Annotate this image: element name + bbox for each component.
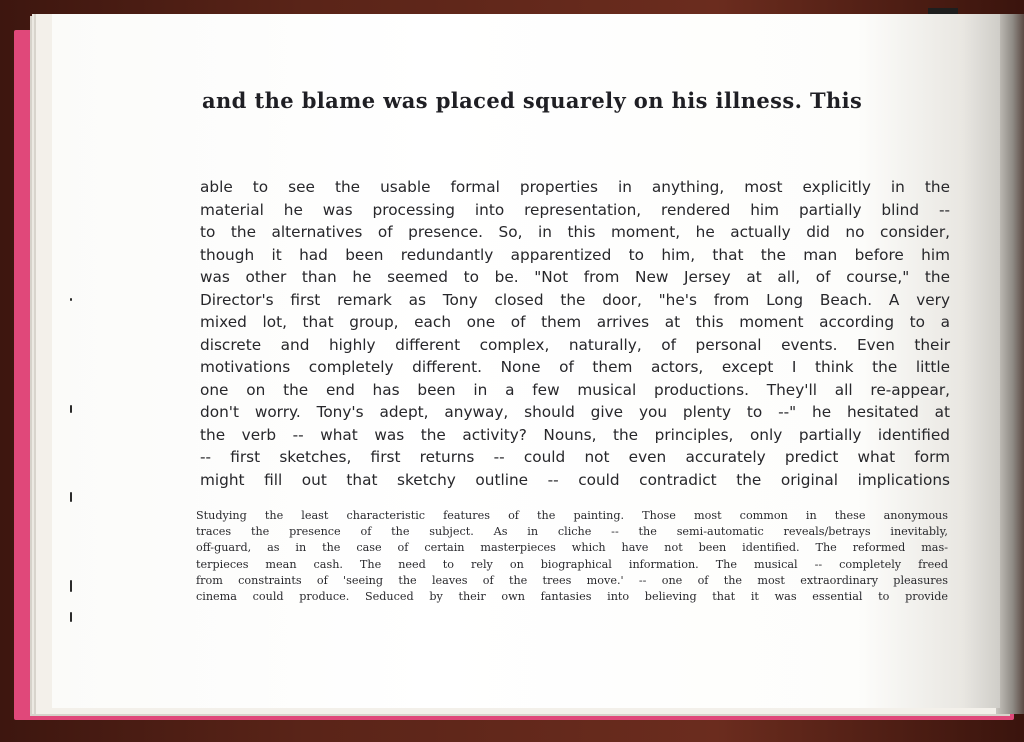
margin-speck: [70, 612, 72, 622]
text-line: discrete and highly different complex, naturally, of personal events. Even their: [200, 335, 950, 354]
body-paragraph: [200, 176, 950, 491]
text-line: Director's first remark as Tony closed the door, "he's from Long Beach. A very: [200, 290, 950, 309]
text-line: cinema could produce. Seduced by their own fantasies into believing that it was essential to provide: [196, 590, 948, 604]
text-line: from constraints of 'seeing the leaves of the trees move.' -- one of the most extraordinary pleasures: [196, 573, 948, 587]
margin-speck: [70, 580, 72, 592]
text-line: to the alternatives of presence. So, in this moment, he actually did no consider,: [200, 223, 950, 241]
text-line: traces the presence of the subject. As in cliche -- the semi-automatic reveals/betrays inevitably,: [196, 525, 948, 539]
text-line: Studying the least characteristic features of the painting. Those most common in these anonymous: [196, 509, 948, 522]
text-line: don't worry. Tony's adept, anyway, should give you plenty to --" he hesitated at: [200, 403, 950, 421]
text-line: might fill out that sketchy outline -- could contradict the original implications: [200, 470, 950, 489]
margin-speck: [70, 492, 72, 502]
text-line: mixed lot, that group, each one of them arrives at this moment according to a: [200, 313, 950, 331]
text-line: material he was processing into representation, rendered him partially blind --: [200, 200, 950, 219]
text-line: able to see the usable formal properties in anything, most explicitly in the: [200, 178, 950, 196]
margin-speck: [70, 405, 72, 413]
text-line: terpieces mean cash. The need to rely on biographical information. The musical -- completely freed: [196, 557, 948, 571]
text-line: though it had been redundantly apparentized to him, that the man before him: [200, 245, 950, 264]
text-line: the verb -- what was the activity? Nouns, the principles, only partially identified: [200, 425, 950, 444]
page-heading: and the blame was placed squarely on his illness. This: [202, 88, 863, 113]
text-line: off-guard, as in the case of certain masterpieces which have not been identified. The reformed mas-: [196, 541, 948, 555]
text-line: motivations completely different. None of them actors, except I think the little: [200, 358, 950, 376]
text-line: one on the end has been in a few musical productions. They'll all re-appear,: [200, 380, 950, 399]
text-line: was other than he seemed to be. "Not from New Jersey at all, of course," the: [200, 268, 950, 286]
footnote-paragraph: [196, 508, 948, 605]
text-line: -- first sketches, first returns -- could not even accurately predict what form: [200, 448, 950, 466]
margin-speck: [70, 298, 72, 301]
book-gutter: [996, 14, 1024, 714]
